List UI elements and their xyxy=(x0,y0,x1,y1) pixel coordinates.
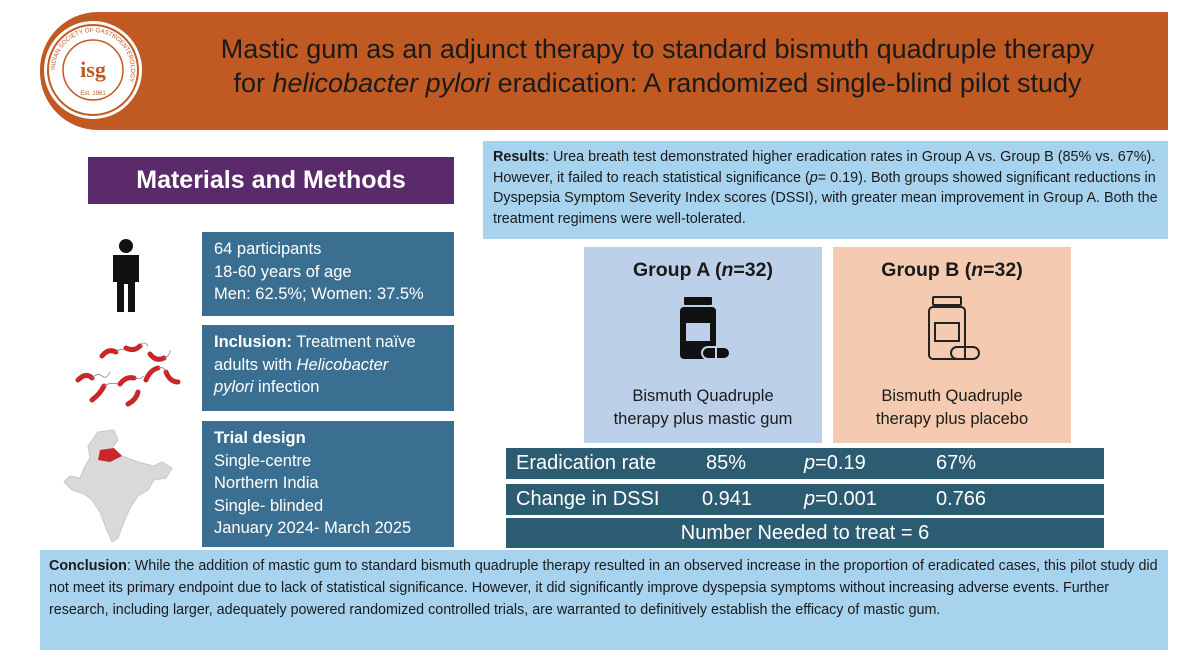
participants-sex: Men: 62.5%; Women: 37.5% xyxy=(214,285,424,303)
eradication-row xyxy=(506,448,1104,479)
eradication-p: p xyxy=(804,452,816,474)
dssi-row xyxy=(506,484,1104,515)
inclusion-text-2: adults with xyxy=(214,355,297,374)
results-label: Results xyxy=(493,149,545,165)
group-a-title xyxy=(584,259,822,282)
participants-count: 64 participants xyxy=(214,240,322,258)
logo-monogram: isg xyxy=(80,57,106,82)
dssi-label: Change in DSSI xyxy=(516,488,660,510)
results-box xyxy=(483,141,1168,239)
bacteria-icon xyxy=(68,334,188,414)
group-a-card xyxy=(584,247,822,443)
results-text-1: : Urea breath test demonstrated higher eradication rates in Group A vs. Group B (85% vs. 67%). However, it failed to reach statistical significance ( xyxy=(493,149,1156,186)
inclusion-line-3 xyxy=(214,376,442,399)
trial-blinding: Single- blinded xyxy=(214,496,324,515)
title-line-1: Mastic gum as an adjunct therapy to standard bismuth quadruple therapy xyxy=(220,34,1095,64)
group-b-description xyxy=(833,385,1071,431)
results-p: p xyxy=(809,169,818,186)
person-icon xyxy=(108,238,144,314)
dssi-p: p xyxy=(804,488,816,510)
trial-location: Northern India xyxy=(214,474,319,492)
eradication-group-b: 67% xyxy=(936,452,977,474)
eradication-p-value xyxy=(804,452,866,475)
page-title xyxy=(150,32,1165,100)
title-prefix: for xyxy=(233,68,273,98)
results-text-2: = 0.19). Both groups showed significant reductions in Dyspepsia Symptom Severity Index scores (DSSI), with greater mean improvement in Group A. Both the treatment regimens were well-tolerated. xyxy=(493,169,1158,227)
logo-est: Est. 1961 xyxy=(80,91,106,97)
nnt-text: Number Needed to treat = 6 xyxy=(680,522,930,544)
title-suffix: eradication: A randomized single-blind pilot study xyxy=(490,68,1082,98)
eradication-label: Eradication rate xyxy=(516,452,657,474)
dssi-p-value xyxy=(804,488,877,511)
pill-bottle-outline-icon xyxy=(925,295,981,365)
india-map-icon xyxy=(58,428,178,546)
title-organism: helicobacter pylori xyxy=(272,68,491,98)
inclusion-genus: Helicobacter xyxy=(296,355,389,374)
group-a-desc-2: therapy plus mastic gum xyxy=(613,410,793,428)
trial-design-label: Trial design xyxy=(214,429,306,447)
group-b-n: n xyxy=(971,259,984,281)
group-a-title-suffix: =32) xyxy=(733,259,773,281)
dssi-group-b: 0.766 xyxy=(936,488,987,510)
conclusion-label: Conclusion xyxy=(49,558,127,574)
conclusion-text: : While the addition of mastic gum to standard bismuth quadruple therapy resulted in an observed increase in the proportion of eradicated cases, this pilot study did not meet its primary endpoint due to lack of statistical significance. However, it did significantly improve dyspepsia symptoms without increasing adverse events. Further research, including larger, adequately powered randomized controlled trials, are warranted to definitively establish the efficacy of mastic gum. xyxy=(49,558,1158,618)
participants-age: 18-60 years of age xyxy=(214,262,352,281)
inclusion-species: pylori xyxy=(214,378,254,396)
inclusion-label: Inclusion: xyxy=(214,333,292,351)
inclusion-line-1 xyxy=(214,331,442,354)
group-b-desc-2: therapy plus placebo xyxy=(875,410,1029,428)
nnt-row xyxy=(506,518,1104,548)
group-b-card xyxy=(833,247,1071,443)
trial-design-box xyxy=(202,421,454,547)
group-a-description xyxy=(584,385,822,431)
inclusion-box xyxy=(202,325,454,411)
title-line-2 xyxy=(150,66,1165,100)
group-b-title-suffix: =32) xyxy=(983,259,1023,281)
group-a-title-prefix: Group A ( xyxy=(633,259,722,281)
pill-bottle-filled-icon xyxy=(676,295,732,365)
inclusion-text-1: Treatment naïve xyxy=(291,333,416,351)
trial-period: January 2024- March 2025 xyxy=(214,519,412,537)
society-logo xyxy=(41,18,145,122)
group-b-title-prefix: Group B ( xyxy=(881,259,972,281)
logo-ring-text: INDIAN SOCIETY OF GASTROENTEROLOGY xyxy=(49,26,137,84)
group-b-title xyxy=(833,259,1071,282)
dssi-p-number: =0.001 xyxy=(815,488,877,510)
trial-centre: Single-centre xyxy=(214,451,312,470)
inclusion-line-2 xyxy=(214,354,442,377)
group-a-desc-1: Bismuth Quadruple xyxy=(632,387,774,405)
eradication-p-number: =0.19 xyxy=(815,452,866,474)
group-b-desc-1: Bismuth Quadruple xyxy=(881,387,1023,405)
conclusion-box xyxy=(40,550,1168,650)
eradication-group-a: 85% xyxy=(706,452,747,474)
participants-box xyxy=(202,232,454,316)
methods-heading: Materials and Methods xyxy=(88,157,454,204)
dssi-group-a: 0.941 xyxy=(702,488,753,510)
inclusion-text-3: infection xyxy=(253,378,320,396)
group-a-n: n xyxy=(721,259,734,281)
